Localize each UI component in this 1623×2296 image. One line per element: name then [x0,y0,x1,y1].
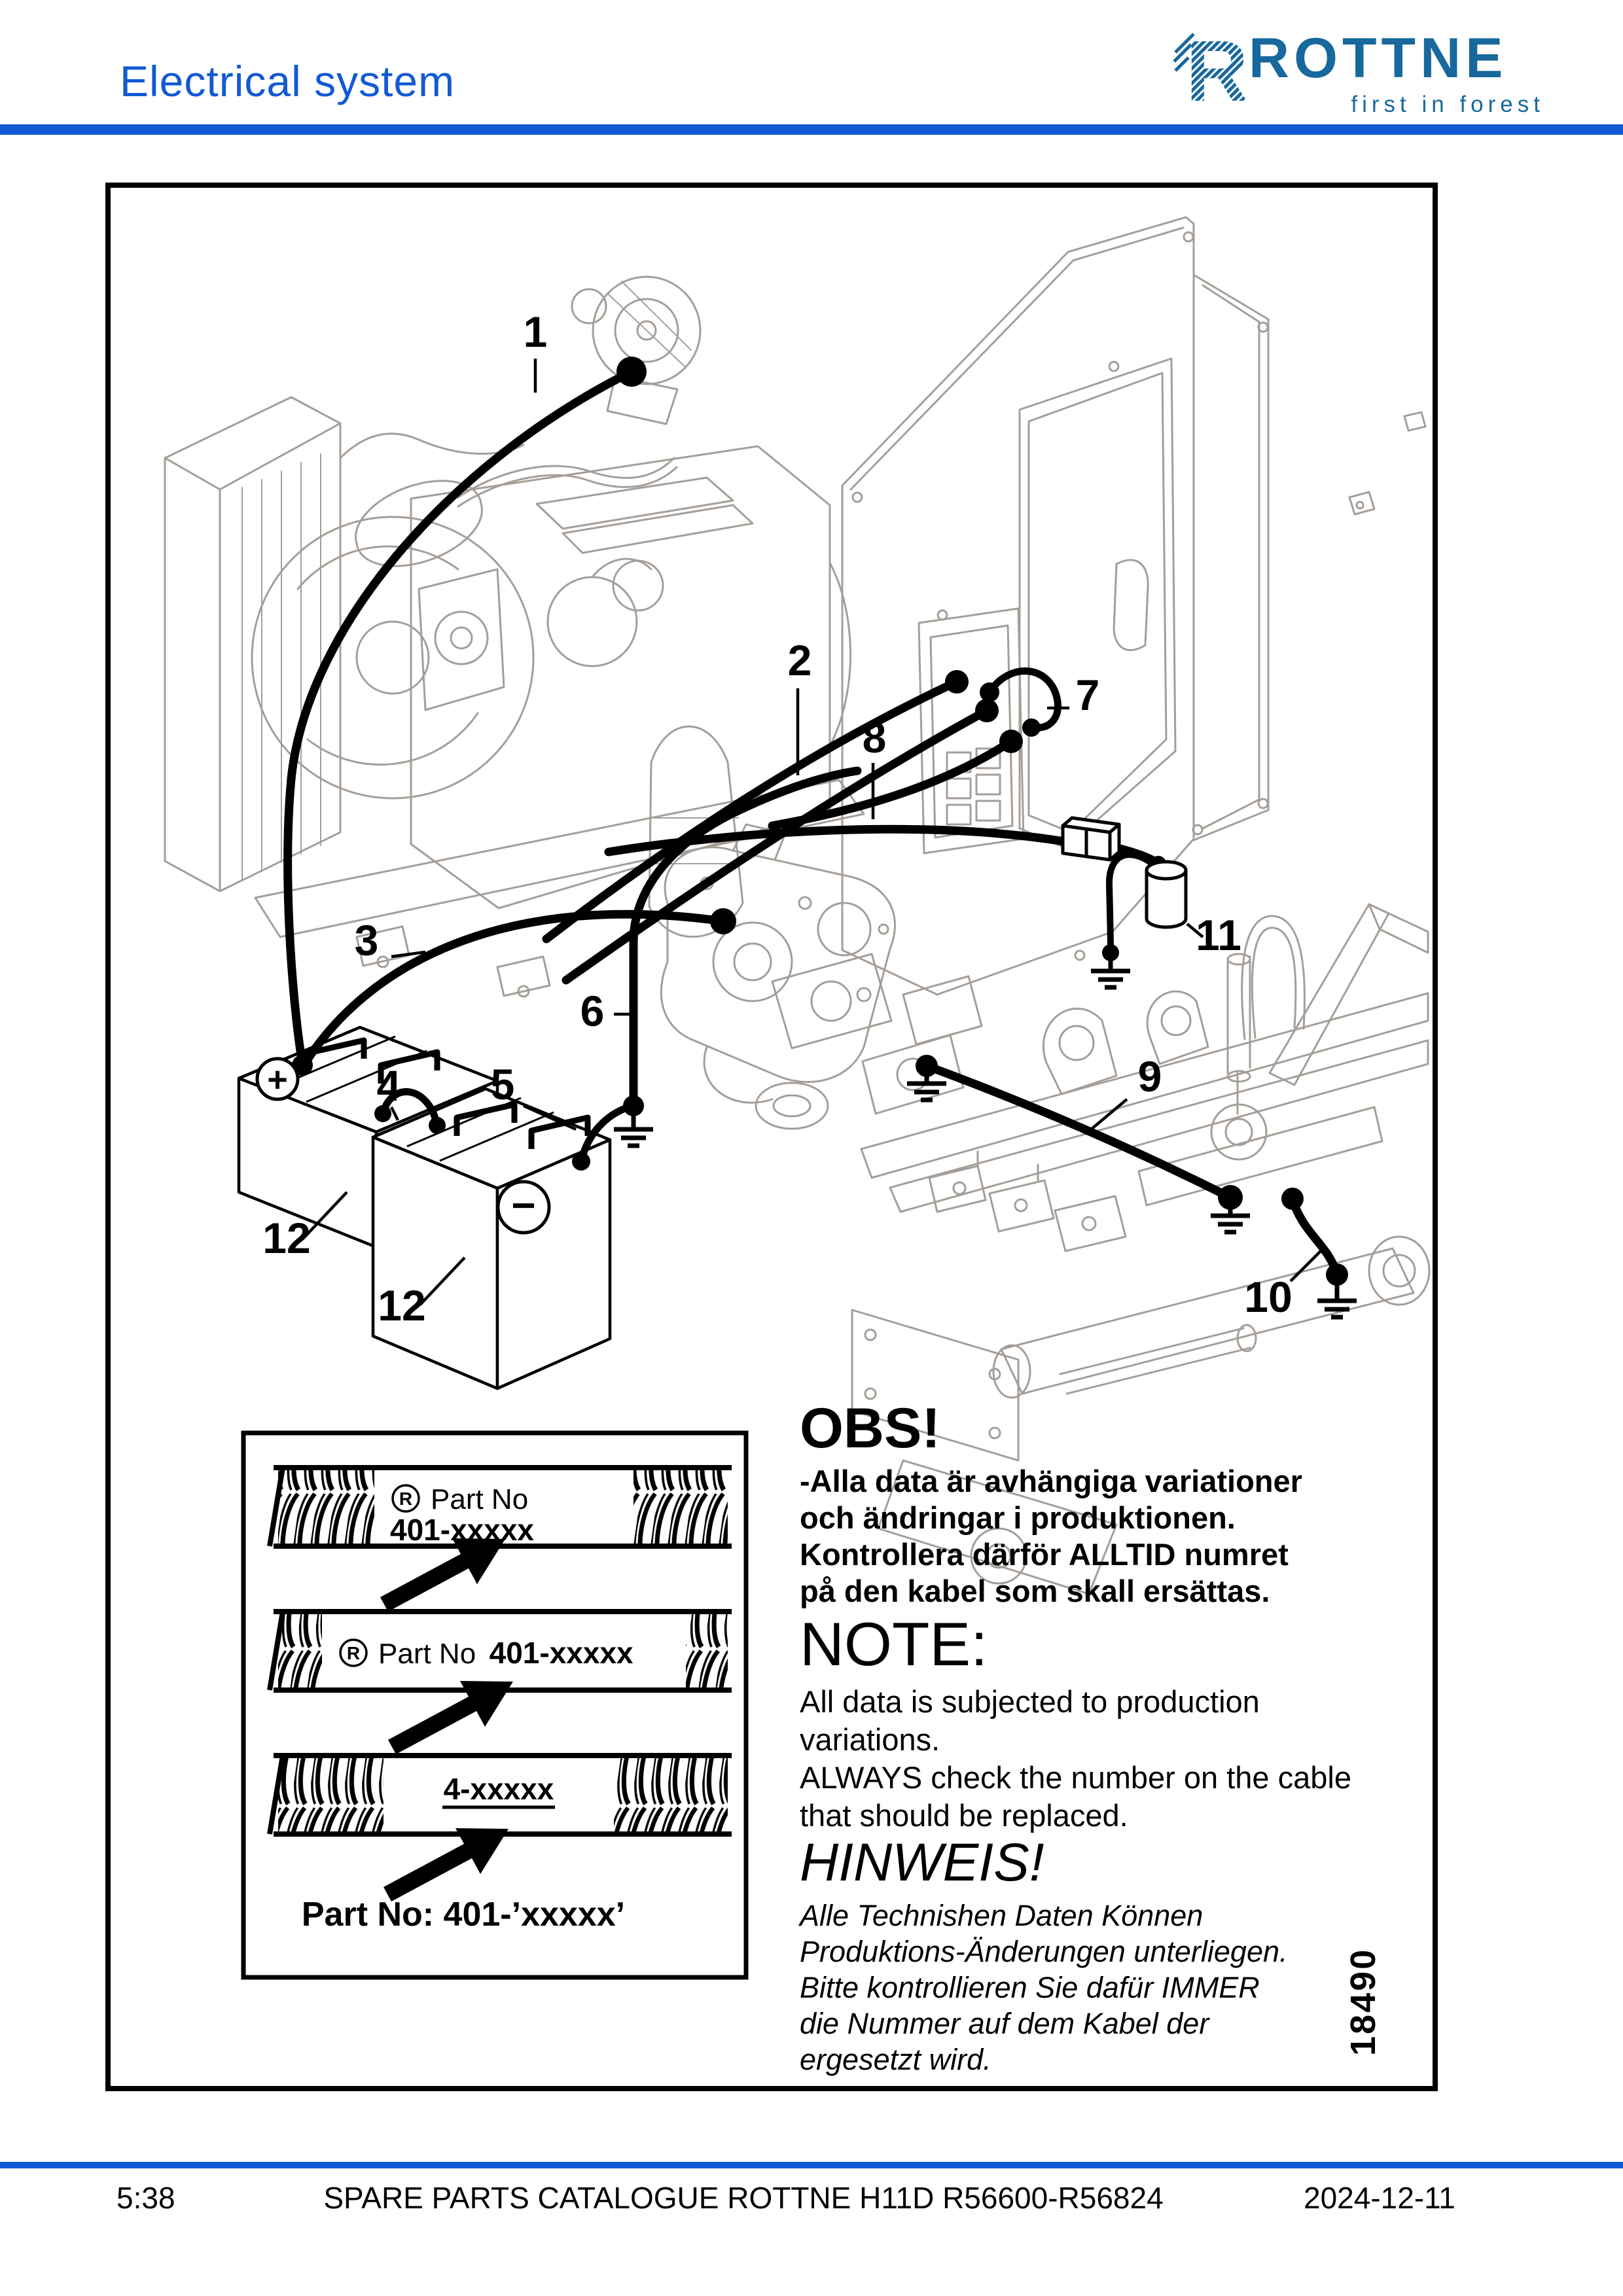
callout-10: 10 [1244,1273,1293,1321]
sleeve-label-prefix: Part No [431,1483,529,1515]
figure-number: 18490 [1344,1947,1383,2056]
note-block [800,1610,1408,1835]
cable-7 [990,671,1058,728]
callout-3: 3 [354,916,379,964]
hinweis-line: ergesetzt wird. [800,2043,991,2076]
cable-10 [1293,1199,1337,1275]
callout-11: 11 [1196,911,1241,959]
rottne-logo-emblem-icon [1171,27,1250,113]
sleeve-label-number: 401-xxxxx [489,1636,633,1670]
hinweis-block [800,1833,1408,2077]
r-logo-icon: R [399,1489,413,1509]
machine-art [165,217,1429,1594]
note-title: NOTE: [800,1610,988,1678]
callout-9: 9 [1137,1052,1162,1101]
footer-rule [0,2162,1623,2168]
ground-icon [1317,1275,1357,1317]
ground-symbols [614,953,1357,1317]
obs-line: Kontrollera därför ALLTID numret [800,1537,1289,1572]
logo-tagline: first in forest [1351,92,1544,117]
callout-12a: 12 [262,1214,311,1262]
logo-emblem-letter: R [1186,27,1249,113]
callout-4: 4 [376,1061,401,1110]
logo-wordmark: ROTTNE [1249,27,1508,90]
cab-art [842,217,1425,995]
note-line: All data is subjected to production [800,1684,1260,1719]
hinweis-line: Alle Technishen Daten Können [800,1899,1204,1932]
footer-catalogue-title: SPARE PARTS CATALOGUE ROTTNE H11D R56600-R56824 [323,2181,1164,2215]
sleeve-label-prefix: Part No [378,1638,476,1670]
note-line: ALWAYS check the number on the cable [800,1760,1351,1795]
callout-12b: 12 [378,1281,426,1330]
obs-line: på den kabel som skall ersättas. [800,1574,1270,1608]
callout-5: 5 [490,1060,515,1108]
obs-line: -Alla data är avhängiga variationer [800,1464,1302,1498]
ground-icon [1091,953,1130,987]
engine-art [165,277,864,997]
svg-text:Part No 401-xxxxx [378,1636,633,1670]
minus-mark: − [511,1182,536,1229]
plus-mark: + [267,1060,288,1099]
connector-box [1063,818,1119,860]
callout-8: 8 [862,713,887,762]
footer-date: 2024-12-11 [1304,2181,1455,2215]
inset-caption: Part No: 401-’xxxxx’ [301,1896,626,1934]
callout-6: 6 [580,987,605,1035]
footer-page-number: 5:38 [116,2181,175,2215]
page-title: Electrical system [120,57,455,105]
callout-7: 7 [1075,671,1100,719]
note-line: variations. [800,1722,940,1757]
capacitor [1147,862,1186,927]
battery-2 [373,1089,610,1388]
obs-block [800,1397,1408,1610]
callout-2: 2 [787,636,812,684]
ground-icon [1211,1197,1250,1232]
header-rule [0,124,1623,135]
r-logo-icon: R [346,1643,361,1663]
sleeve-label-number: 401-xxxxx [390,1513,534,1547]
hinweis-title: HINWEIS! [800,1833,1044,1892]
rottne-logo [1171,27,1250,113]
callout-1: 1 [523,308,548,356]
hinweis-line: Produktions-Änderungen unterliegen. [800,1935,1288,1968]
obs-title: OBS! [800,1397,940,1460]
sleeve-label-number: 4-xxxxx [443,1772,554,1806]
hinweis-line: die Nummer auf dem Kabel der [800,2007,1209,2040]
hinweis-line: Bitte kontrollieren Sie dafür IMMER [800,1971,1260,2004]
obs-line: och ändringar i produktionen. [800,1500,1236,1535]
cable-2a [546,682,957,939]
note-line: that should be replaced. [800,1798,1128,1833]
